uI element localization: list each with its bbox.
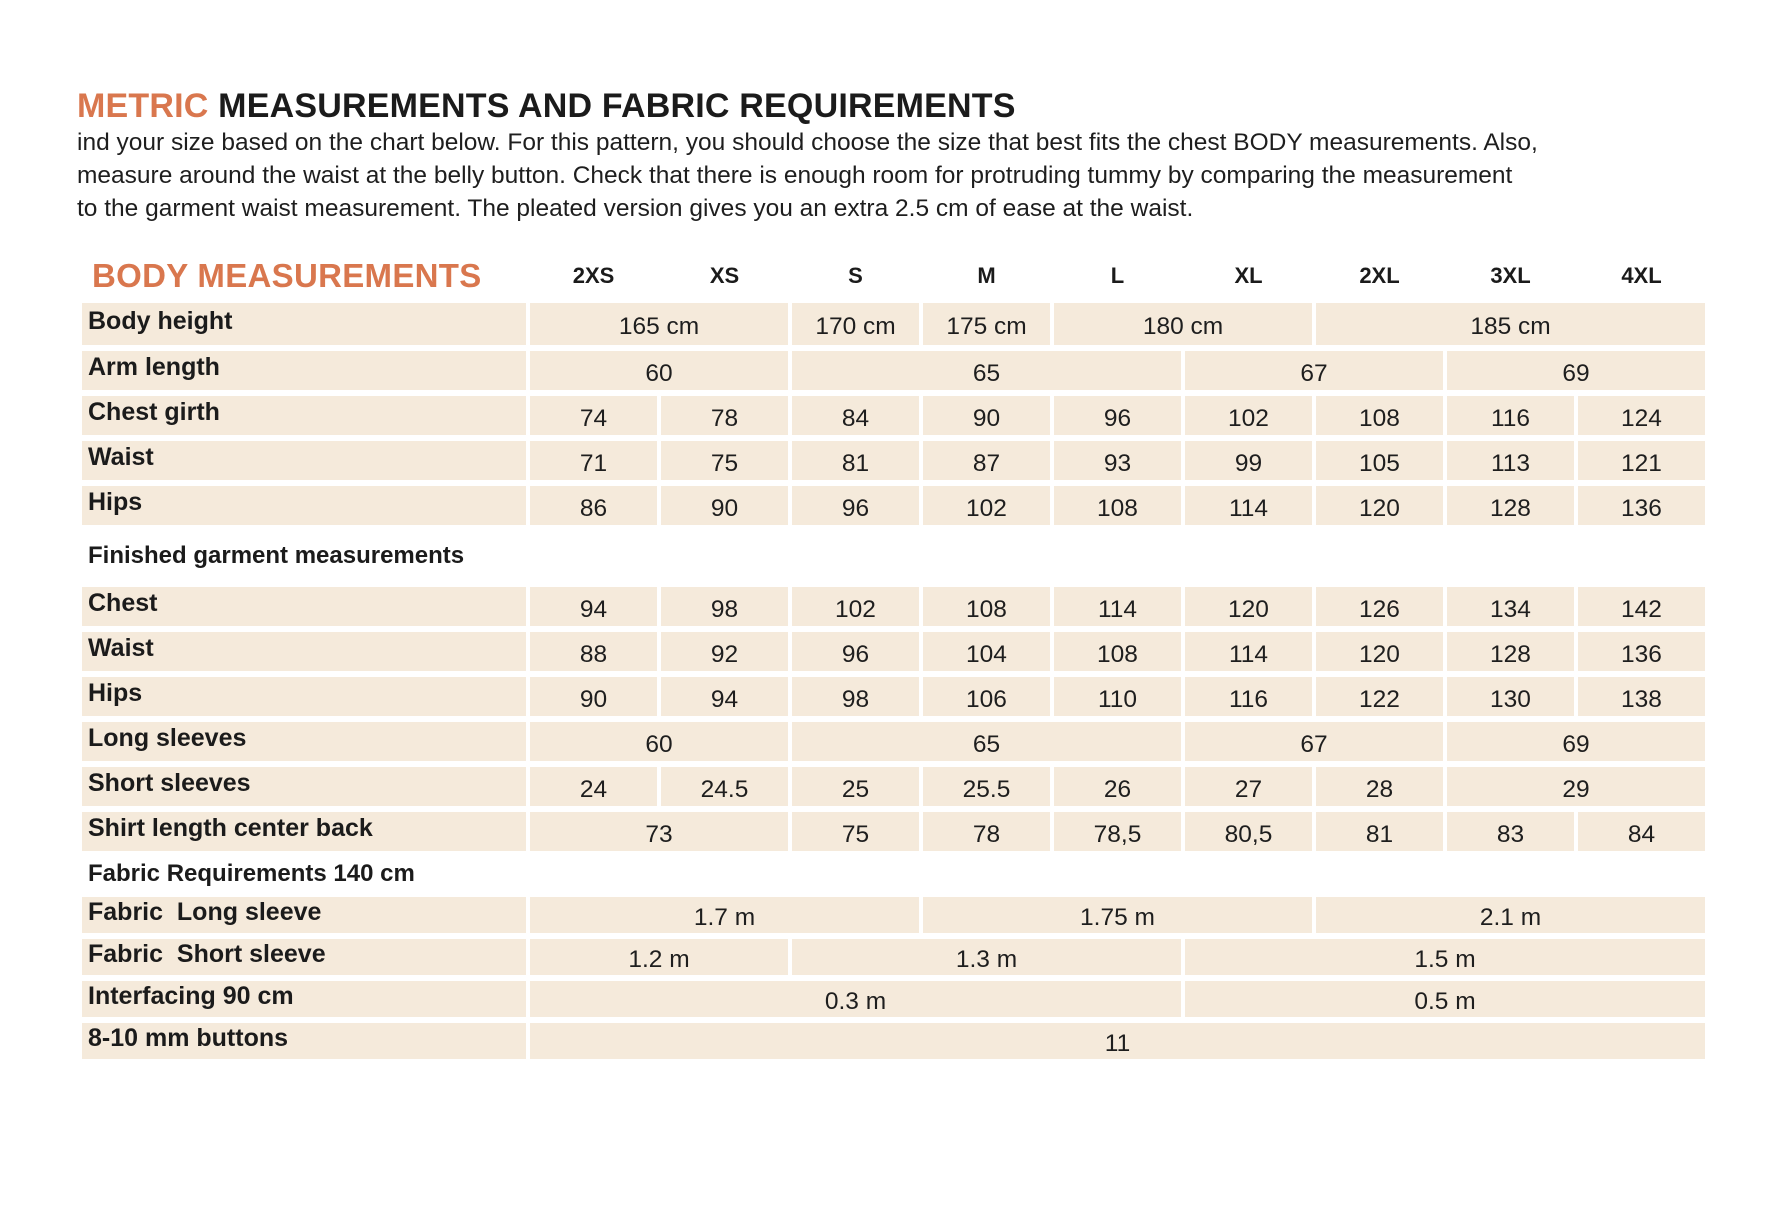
table-cell: 165 cm bbox=[530, 303, 788, 345]
size-header: M bbox=[977, 263, 996, 288]
table-cell: 71 bbox=[530, 441, 657, 480]
table-cell: 84 bbox=[1578, 812, 1705, 851]
intro-text bbox=[77, 126, 1717, 225]
table-cell: 11 bbox=[530, 1023, 1705, 1059]
title-accent: METRIC bbox=[77, 87, 209, 125]
table-cell: 113 bbox=[1447, 441, 1574, 480]
table-cell: 0.3 m bbox=[530, 981, 1181, 1017]
table-cell: 116 bbox=[1447, 396, 1574, 435]
table-cell: 120 bbox=[1316, 632, 1443, 671]
table-cell: 114 bbox=[1185, 486, 1312, 525]
table-cell: 99 bbox=[1185, 441, 1312, 480]
table-cell: 81 bbox=[1316, 812, 1443, 851]
page-title bbox=[77, 86, 1717, 126]
table-cell: 136 bbox=[1578, 486, 1705, 525]
table-cell: 0.5 m bbox=[1185, 981, 1705, 1017]
table-cell: 96 bbox=[792, 632, 919, 671]
table-cell: 138 bbox=[1578, 677, 1705, 716]
table-cell: 84 bbox=[792, 396, 919, 435]
size-header: 3XL bbox=[1490, 263, 1531, 288]
row-label-buttons: 8-10 mm buttons bbox=[82, 1023, 526, 1059]
table-cell: 108 bbox=[923, 587, 1050, 626]
table-cell: 75 bbox=[792, 812, 919, 851]
table-cell: 94 bbox=[530, 587, 657, 626]
intro-line: measure around the waist at the belly button. Check that there is enough room for protruding tummy by comparing the measurement bbox=[77, 162, 1513, 189]
size-header: 2XL bbox=[1359, 263, 1400, 288]
table-cell: 28 bbox=[1316, 767, 1443, 806]
table-cell: 130 bbox=[1447, 677, 1574, 716]
table-cell: 74 bbox=[530, 396, 657, 435]
table-cell: 102 bbox=[792, 587, 919, 626]
size-chart-table bbox=[82, 255, 1704, 1059]
size-header: S bbox=[848, 263, 863, 288]
table-cell: 2.1 m bbox=[1316, 897, 1705, 933]
size-header: XL bbox=[1234, 263, 1263, 288]
row-label-short-sleeves: Short sleeves bbox=[82, 767, 526, 806]
table-cell: 25.5 bbox=[923, 767, 1050, 806]
table-cell: 94 bbox=[661, 677, 788, 716]
header bbox=[77, 86, 1717, 225]
row-label-hips: Hips bbox=[82, 486, 526, 525]
row-label-chest-girth: Chest girth bbox=[82, 396, 526, 435]
table-cell: 81 bbox=[792, 441, 919, 480]
table-cell: 102 bbox=[1185, 396, 1312, 435]
row-label-garment-waist: Waist bbox=[82, 632, 526, 671]
row-label-fabric-short-sleeve: Fabric Short sleeve bbox=[82, 939, 526, 975]
row-label-long-sleeves: Long sleeves bbox=[82, 722, 526, 761]
body-measurements-heading: BODY MEASUREMENTS bbox=[92, 257, 482, 294]
table-cell: 170 cm bbox=[792, 303, 919, 345]
table-cell: 67 bbox=[1185, 351, 1443, 390]
table-cell: 25 bbox=[792, 767, 919, 806]
table-cell: 83 bbox=[1447, 812, 1574, 851]
table-cell: 78,5 bbox=[1054, 812, 1181, 851]
table-cell: 86 bbox=[530, 486, 657, 525]
table-cell: 96 bbox=[1054, 396, 1181, 435]
table-cell: 1.2 m bbox=[530, 939, 788, 975]
row-label-chest: Chest bbox=[82, 587, 526, 626]
table-cell: 134 bbox=[1447, 587, 1574, 626]
table-cell: 92 bbox=[661, 632, 788, 671]
table-cell: 106 bbox=[923, 677, 1050, 716]
row-label-body-height: Body height bbox=[82, 303, 526, 345]
size-header: 4XL bbox=[1621, 263, 1662, 288]
table-cell: 120 bbox=[1316, 486, 1443, 525]
table-cell: 60 bbox=[530, 351, 788, 390]
table-cell: 78 bbox=[661, 396, 788, 435]
table-cell: 67 bbox=[1185, 722, 1443, 761]
table-cell: 121 bbox=[1578, 441, 1705, 480]
table-cell: 90 bbox=[923, 396, 1050, 435]
row-label-arm-length: Arm length bbox=[82, 351, 526, 390]
size-header: L bbox=[1110, 263, 1125, 288]
table-cell: 69 bbox=[1447, 351, 1705, 390]
table-cell: 1.5 m bbox=[1185, 939, 1705, 975]
size-header: XS bbox=[709, 263, 740, 288]
table-cell: 108 bbox=[1316, 396, 1443, 435]
table-cell: 104 bbox=[923, 632, 1050, 671]
row-label-fabric-long-sleeve: Fabric Long sleeve bbox=[82, 897, 526, 933]
table-cell: 98 bbox=[661, 587, 788, 626]
table-cell: 110 bbox=[1054, 677, 1181, 716]
table-cell: 65 bbox=[792, 722, 1181, 761]
table-cell: 102 bbox=[923, 486, 1050, 525]
finished-garment-heading: Finished garment measurements bbox=[88, 542, 465, 569]
table-cell: 88 bbox=[530, 632, 657, 671]
intro-line: to the garment waist measurement. The pleated version gives you an extra 2.5 cm of ease at the waist. bbox=[77, 195, 1194, 222]
table-cell: 24.5 bbox=[661, 767, 788, 806]
table-cell: 29 bbox=[1447, 767, 1705, 806]
table-cell: 27 bbox=[1185, 767, 1312, 806]
table-cell: 1.75 m bbox=[923, 897, 1312, 933]
table-cell: 1.3 m bbox=[792, 939, 1181, 975]
row-label-waist: Waist bbox=[82, 441, 526, 480]
table-cell: 126 bbox=[1316, 587, 1443, 626]
table-cell: 105 bbox=[1316, 441, 1443, 480]
table-cell: 90 bbox=[661, 486, 788, 525]
table-cell: 90 bbox=[530, 677, 657, 716]
table-cell: 60 bbox=[530, 722, 788, 761]
table-cell: 65 bbox=[792, 351, 1181, 390]
table-cell: 78 bbox=[923, 812, 1050, 851]
table-cell: 108 bbox=[1054, 486, 1181, 525]
table-cell: 128 bbox=[1447, 632, 1574, 671]
table-cell: 180 cm bbox=[1054, 303, 1312, 345]
table-cell: 175 cm bbox=[923, 303, 1050, 345]
row-label-garment-hips: Hips bbox=[82, 677, 526, 716]
row-label-interfacing: Interfacing 90 cm bbox=[82, 981, 526, 1017]
table-cell: 73 bbox=[530, 812, 788, 851]
table-cell: 98 bbox=[792, 677, 919, 716]
table-cell: 128 bbox=[1447, 486, 1574, 525]
table-cell: 114 bbox=[1054, 587, 1181, 626]
table-cell: 75 bbox=[661, 441, 788, 480]
table-cell: 116 bbox=[1185, 677, 1312, 716]
table-cell: 124 bbox=[1578, 396, 1705, 435]
table-cell: 136 bbox=[1578, 632, 1705, 671]
table-cell: 87 bbox=[923, 441, 1050, 480]
row-label-shirt-length: Shirt length center back bbox=[82, 812, 526, 851]
table-cell: 108 bbox=[1054, 632, 1181, 671]
table-cell: 1.7 m bbox=[530, 897, 919, 933]
table-cell: 120 bbox=[1185, 587, 1312, 626]
intro-line: ind your size based on the chart below. For this pattern, you should choose the size that best fits the chest BODY measurements. Also, bbox=[77, 129, 1538, 156]
size-header: 2XS bbox=[572, 263, 615, 288]
fabric-requirements-heading: Fabric Requirements 140 cm bbox=[88, 860, 415, 887]
table-cell: 69 bbox=[1447, 722, 1705, 761]
table-cell: 26 bbox=[1054, 767, 1181, 806]
table-cell: 114 bbox=[1185, 632, 1312, 671]
table-cell: 80,5 bbox=[1185, 812, 1312, 851]
title-rest: MEASUREMENTS AND FABRIC REQUIREMENTS bbox=[208, 87, 1016, 125]
table-cell: 122 bbox=[1316, 677, 1443, 716]
table-cell: 142 bbox=[1578, 587, 1705, 626]
table-cell: 24 bbox=[530, 767, 657, 806]
table-cell: 96 bbox=[792, 486, 919, 525]
table-cell: 185 cm bbox=[1316, 303, 1705, 345]
table-cell: 93 bbox=[1054, 441, 1181, 480]
